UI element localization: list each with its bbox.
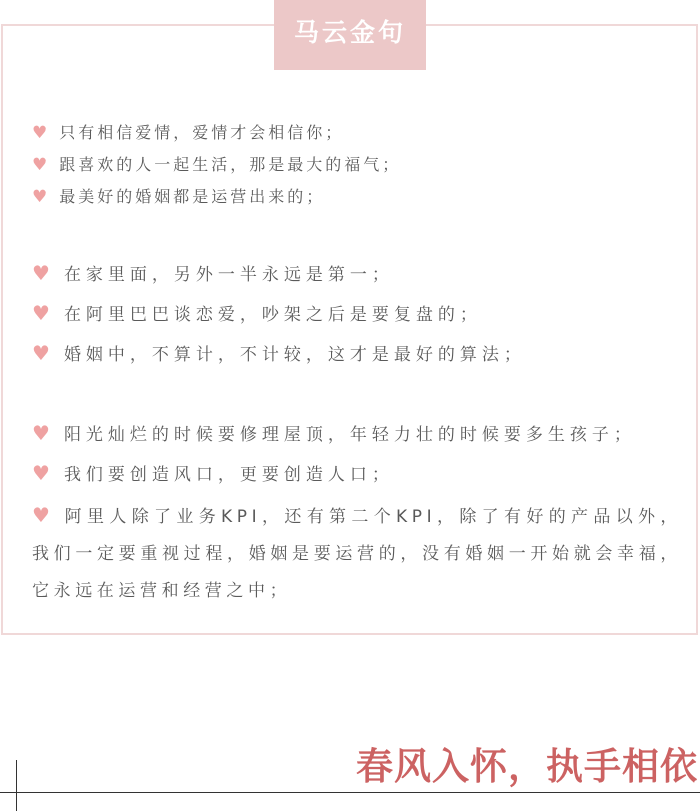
horizontal-divider (0, 792, 700, 793)
heart-icon: ♥ (32, 301, 50, 325)
quote-item (32, 420, 682, 445)
page-title: 马云金句 (274, 0, 426, 70)
quote-text: 跟喜欢的人一起生活，那是最大的福气； (59, 155, 402, 174)
quote-item (32, 260, 682, 285)
long-quote (32, 497, 682, 610)
quote-item (32, 184, 682, 207)
quote-item (32, 460, 682, 485)
heart-icon: ♥ (32, 461, 50, 485)
quote-text: 我们要创造风口，更要创造人口； (63, 465, 394, 485)
quote-text: 阳光灿烂的时候要修理屋顶，年轻力壮的时候要多生孩子； (63, 425, 636, 445)
heart-icon: ♥ (32, 187, 48, 207)
heart-icon: ♥ (32, 503, 50, 527)
quote-item (32, 152, 682, 175)
heart-icon: ♥ (32, 261, 50, 285)
quote-item (32, 300, 682, 325)
quote-text: 最美好的婚姻都是运营出来的； (59, 187, 326, 206)
heart-icon: ♥ (32, 123, 48, 143)
quote-text: 只有相信爱情，爱情才会相信你； (59, 123, 345, 142)
quote-item (32, 340, 682, 365)
quote-text: 在家里面，另外一半永远是第一； (63, 265, 394, 285)
quote-item (32, 120, 682, 143)
heart-icon: ♥ (32, 421, 50, 445)
long-quote-text: 阿里人除了业务KPI，还有第二个KPI，除了有好的产品以外，我们一定要重视过程，婚姻是要运营的，没有婚姻一开始就会幸福，它永远在运营和经营之中； (32, 507, 682, 601)
quote-text: 婚姻中，不算计，不计较，这才是最好的算法； (63, 345, 526, 365)
quote-text: 在阿里巴巴谈恋爱，吵架之后是要复盘的； (63, 305, 482, 325)
vertical-divider (16, 760, 17, 811)
slogan-heading: 春风入怀，执手相依 (356, 744, 698, 788)
heart-icon: ♥ (32, 155, 48, 175)
heart-icon: ♥ (32, 341, 50, 365)
